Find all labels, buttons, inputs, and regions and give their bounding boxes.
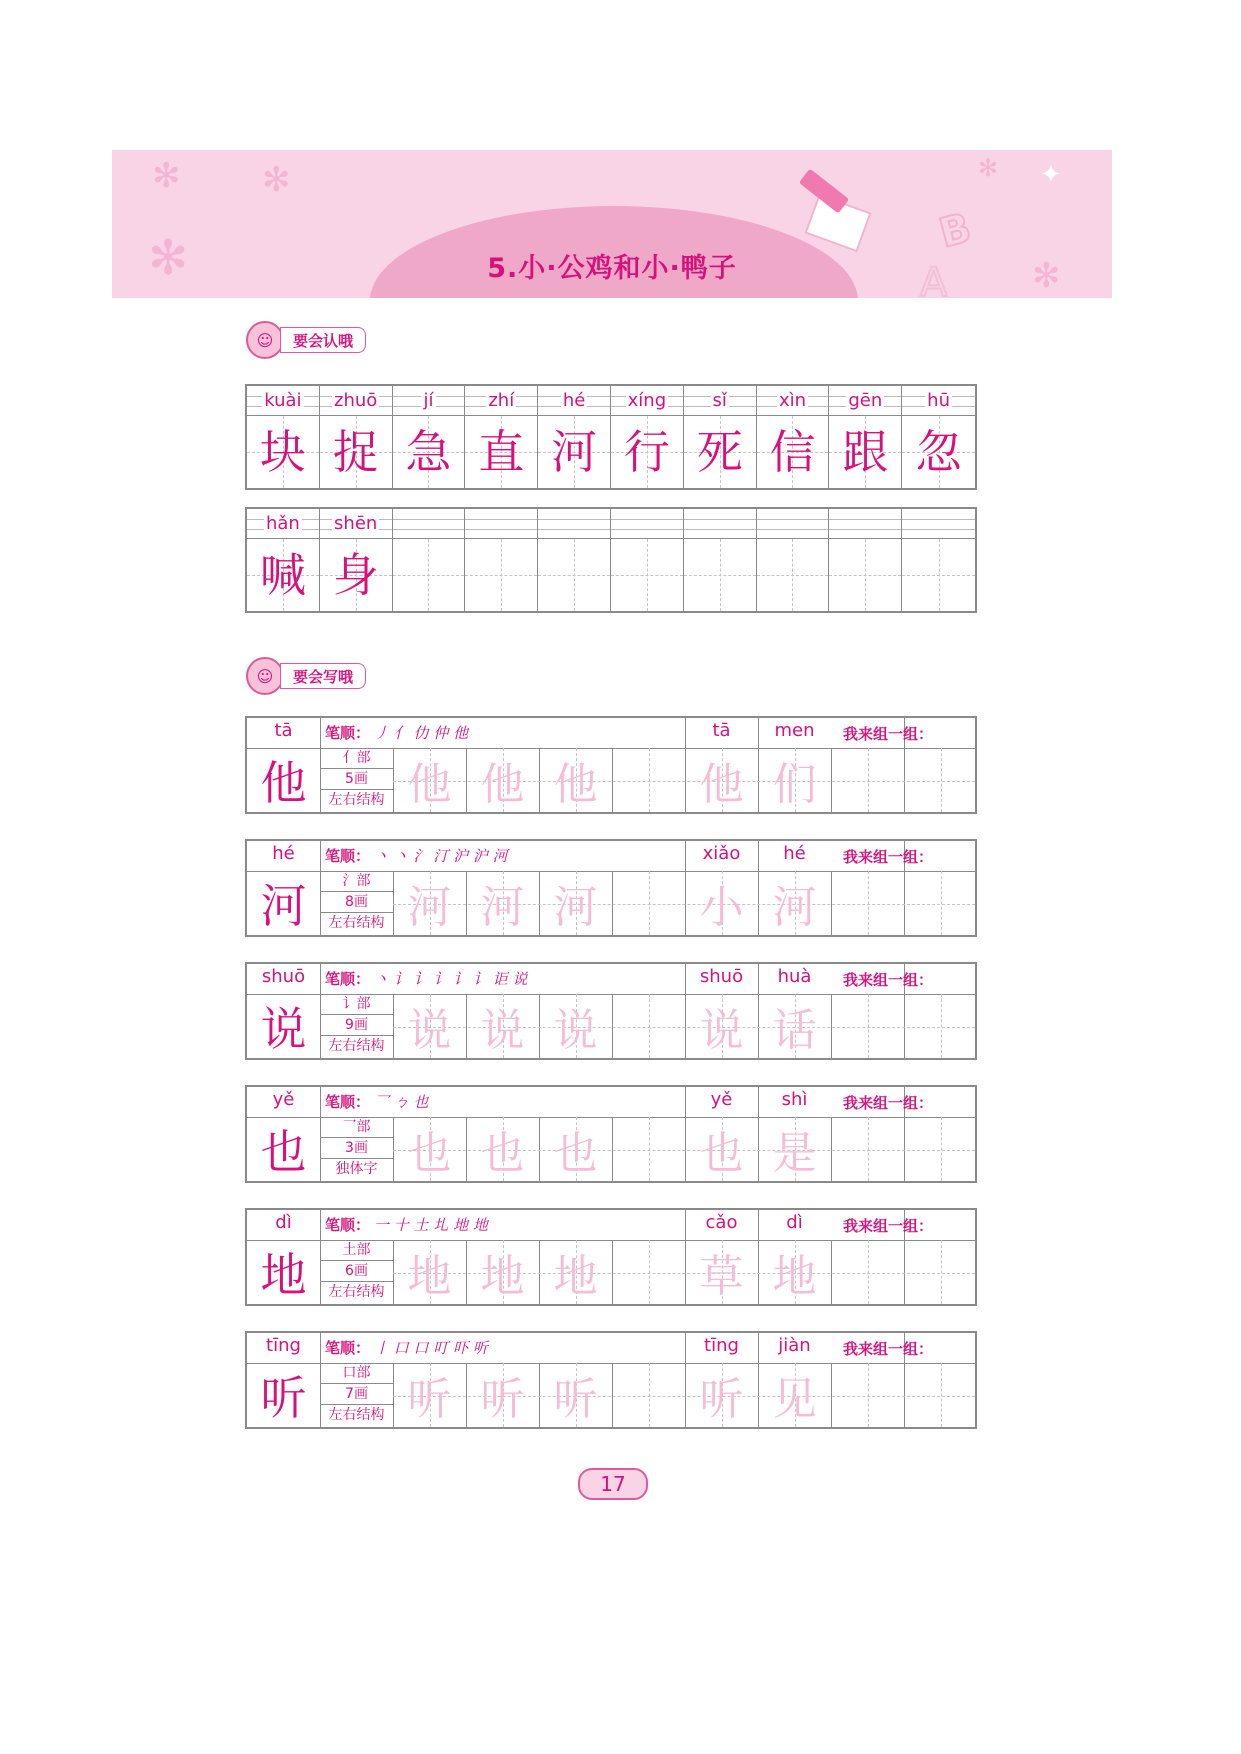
pinyin-text: gēn	[848, 390, 883, 411]
character-radical: 土部	[320, 1240, 393, 1261]
pinyin-box	[320, 386, 392, 416]
letter-b-decoration: B	[934, 204, 976, 258]
write-block	[245, 1085, 977, 1183]
grid-line	[612, 1117, 613, 1181]
hanzi-box	[538, 539, 610, 611]
pinyin-box	[684, 509, 756, 539]
page-title: 5.小·公鸡和小·鸭子	[487, 253, 737, 284]
sparkle-icon: ✦	[1040, 160, 1062, 190]
trace-word-character: 听	[699, 1374, 744, 1425]
hanzi-char: 信	[769, 425, 816, 479]
hanzi-box	[829, 416, 901, 488]
char-cell	[757, 509, 830, 611]
pinyin-box	[393, 386, 465, 416]
character-radical: 氵部	[320, 871, 393, 892]
stroke-sequence: 丶 丶 氵 汀 沪 沪 河	[374, 847, 508, 865]
trace-character: 也	[553, 1128, 598, 1179]
stroke-order-label: 笔顺：	[325, 1339, 371, 1357]
model-character: 说	[260, 1002, 307, 1056]
guide-line	[649, 1240, 650, 1304]
write-block	[245, 839, 977, 937]
char-cell	[902, 386, 975, 488]
hanzi-char: 忽	[915, 425, 962, 479]
pinyin-text: yě	[272, 1089, 295, 1110]
character-count: 8画	[320, 892, 393, 913]
character-structure: 左右结构	[328, 1038, 385, 1054]
pinyin-box	[902, 509, 975, 539]
stroke-order-label: 笔顺：	[325, 724, 371, 742]
model-character: 地	[260, 1248, 307, 1302]
stroke-order-label: 笔顺：	[325, 970, 371, 988]
hanzi-box	[465, 539, 537, 611]
character-info	[320, 994, 393, 1058]
guide-line	[941, 1240, 942, 1304]
read-grid-row-2	[245, 507, 977, 613]
flower-icon: ✻	[1032, 256, 1061, 296]
grid-line	[831, 994, 832, 1058]
word-pinyin-text: tā	[712, 720, 731, 741]
trace-word-character: 他	[699, 759, 744, 810]
stroke-sequence: 丶 讠 讠 讠 讠 讠 讵 说	[374, 970, 528, 988]
pinyin-box	[611, 509, 683, 539]
stroke-sequence: 丨 口 口 叮 吓 听	[374, 1339, 488, 1357]
hanzi-box	[320, 416, 392, 488]
pinyin-box	[538, 509, 610, 539]
hanzi-box	[538, 416, 610, 488]
character-structure: 左右结构	[328, 915, 385, 931]
flower-icon: ✻	[148, 230, 189, 286]
pinyin-text: xìn	[778, 390, 807, 411]
guide-line	[941, 1363, 942, 1427]
character-count: 3画	[320, 1138, 393, 1159]
pinyin-text: zhuō	[334, 390, 378, 411]
grid-line	[612, 748, 613, 812]
trace-character: 听	[407, 1374, 452, 1425]
stroke-order	[325, 722, 468, 743]
pinyin-text: hū	[927, 390, 950, 411]
char-cell	[247, 386, 320, 488]
character-radical: 口部	[320, 1363, 393, 1384]
hanzi-char: 捉	[332, 425, 379, 479]
pinyin-text: kuài	[264, 390, 302, 411]
pinyin-box	[611, 386, 683, 416]
trace-character: 他	[480, 759, 525, 810]
hanzi-char: 河	[551, 425, 598, 479]
trace-character: 也	[407, 1128, 452, 1179]
char-cell	[393, 509, 466, 611]
trace-character: 听	[480, 1374, 525, 1425]
trace-word-character: 小	[699, 882, 744, 933]
character-structure: 左右结构	[328, 792, 385, 808]
pinyin-text: hé	[562, 390, 586, 411]
character-info	[320, 1363, 393, 1427]
character-count: 7画	[320, 1384, 393, 1405]
pinyin-text: sǐ	[712, 390, 727, 411]
hanzi-char: 死	[696, 425, 743, 479]
group-words-label: 我来组一组：	[843, 725, 934, 743]
character-structure: 左右结构	[328, 1407, 385, 1423]
pinyin-text: tīng	[266, 1335, 301, 1356]
grid-line	[831, 1240, 832, 1304]
grid-line	[831, 1117, 832, 1181]
hanzi-char: 块	[259, 425, 306, 479]
trace-word-character: 也	[699, 1128, 744, 1179]
character-info	[320, 1240, 393, 1304]
pinyin-text: jí	[423, 390, 434, 411]
group-words-label: 我来组一组：	[843, 848, 934, 866]
hanzi-char: 跟	[842, 425, 889, 479]
character-structure: 左右结构	[328, 1284, 385, 1300]
word-pinyin-text: xiǎo	[702, 843, 741, 864]
hanzi-box	[393, 539, 465, 611]
pinyin-text: shuō	[261, 966, 306, 987]
character-count: 9画	[320, 1015, 393, 1036]
word-pinyin-text: dì	[786, 1212, 803, 1233]
char-cell	[829, 386, 902, 488]
hanzi-char: 急	[405, 425, 452, 479]
trace-word-character: 们	[772, 759, 817, 810]
trace-character: 听	[553, 1374, 598, 1425]
char-cell	[757, 386, 830, 488]
stroke-order	[325, 845, 508, 866]
section-read-tag	[246, 326, 366, 354]
model-character: 河	[260, 879, 307, 933]
pinyin-box	[320, 509, 392, 539]
hanzi-char: 喊	[259, 548, 306, 602]
title-banner	[112, 150, 1112, 298]
hanzi-box	[393, 416, 465, 488]
trace-character: 河	[407, 882, 452, 933]
hanzi-box	[247, 539, 319, 611]
stroke-order-label: 笔顺：	[325, 1093, 371, 1111]
pinyin-box	[902, 386, 975, 416]
stroke-order-label: 笔顺：	[325, 847, 371, 865]
trace-character: 他	[553, 759, 598, 810]
stroke-order	[325, 968, 527, 989]
grid-line	[831, 748, 832, 812]
group-words-label: 我来组一组：	[843, 1217, 934, 1235]
trace-word-character: 是	[772, 1128, 817, 1179]
grid-line	[831, 871, 832, 935]
grid-line	[831, 1363, 832, 1427]
hanzi-box	[320, 539, 392, 611]
trace-word-character: 话	[772, 1005, 817, 1056]
pinyin-text: xíng	[627, 390, 667, 411]
hanzi-box	[902, 539, 975, 611]
write-block	[245, 962, 977, 1060]
word-pinyin-text: hé	[783, 843, 806, 864]
trace-character: 说	[553, 1005, 598, 1056]
section-write-tag	[246, 662, 366, 690]
guide-line	[941, 994, 942, 1058]
trace-word-character: 见	[772, 1374, 817, 1425]
write-block	[245, 1208, 977, 1306]
trace-character: 地	[480, 1251, 525, 1302]
grid-line	[612, 1240, 613, 1304]
grid-line	[612, 994, 613, 1058]
stroke-order	[325, 1214, 488, 1235]
stroke-order	[325, 1337, 488, 1358]
guide-line	[649, 994, 650, 1058]
flower-icon: ✻	[978, 154, 999, 182]
hanzi-char: 行	[623, 425, 670, 479]
char-cell	[902, 509, 975, 611]
char-cell	[684, 386, 757, 488]
pinyin-text: zhí	[488, 390, 515, 411]
char-cell	[393, 386, 466, 488]
hanzi-box	[465, 416, 537, 488]
hanzi-box	[757, 416, 829, 488]
stroke-sequence: 丿 亻 仂 仲 他	[374, 724, 469, 742]
character-count: 6画	[320, 1261, 393, 1282]
write-block	[245, 1331, 977, 1429]
girl-avatar-icon: ☺	[246, 321, 284, 359]
flower-icon: ✻	[262, 160, 291, 200]
guide-line	[649, 1363, 650, 1427]
guide-line	[868, 1363, 869, 1427]
pinyin-box	[684, 386, 756, 416]
character-count: 5画	[320, 769, 393, 790]
char-cell	[247, 509, 320, 611]
char-cell	[465, 386, 538, 488]
trace-character: 他	[407, 759, 452, 810]
hanzi-box	[684, 539, 756, 611]
word-pinyin-text: shuō	[699, 966, 744, 987]
pinyin-text: dì	[275, 1212, 292, 1233]
char-cell	[611, 509, 684, 611]
character-info	[320, 871, 393, 935]
trace-character: 地	[553, 1251, 598, 1302]
pinyin-box	[247, 509, 319, 539]
group-words-label: 我来组一组：	[843, 1340, 934, 1358]
char-cell	[829, 509, 902, 611]
pinyin-text: tā	[274, 720, 293, 741]
character-info	[320, 1117, 393, 1181]
letter-a-decoration: A	[920, 260, 948, 298]
hanzi-box	[902, 416, 975, 488]
char-cell	[320, 386, 393, 488]
flower-icon: ✻	[152, 156, 181, 196]
char-cell	[320, 509, 393, 611]
trace-character: 也	[480, 1128, 525, 1179]
guide-line	[868, 1117, 869, 1181]
pinyin-box	[393, 509, 465, 539]
pinyin-box	[757, 509, 829, 539]
pinyin-box	[829, 509, 901, 539]
trace-character: 说	[480, 1005, 525, 1056]
word-pinyin-text: men	[774, 720, 815, 741]
trace-word-character: 河	[772, 882, 817, 933]
char-cell	[538, 509, 611, 611]
hanzi-char: 身	[332, 548, 379, 602]
hanzi-box	[684, 416, 756, 488]
char-cell	[684, 509, 757, 611]
word-pinyin-text: cǎo	[705, 1212, 738, 1233]
word-pinyin-text: shì	[781, 1089, 808, 1110]
pinyin-box	[538, 386, 610, 416]
hanzi-box	[611, 416, 683, 488]
trace-character: 河	[553, 882, 598, 933]
section-read-label: 要会认哦	[280, 327, 366, 353]
section-write-label: 要会写哦	[280, 663, 366, 689]
trace-word-character: 地	[772, 1251, 817, 1302]
model-character: 也	[260, 1125, 307, 1179]
guide-line	[868, 1240, 869, 1304]
char-cell	[538, 386, 611, 488]
model-character: 他	[260, 756, 307, 810]
stroke-sequence: 一 十 土 圠 地 地	[374, 1216, 488, 1234]
stroke-order-label: 笔顺：	[325, 1216, 371, 1234]
stroke-order	[325, 1091, 429, 1112]
char-cell	[611, 386, 684, 488]
trace-character: 河	[480, 882, 525, 933]
hanzi-box	[829, 539, 901, 611]
guide-line	[868, 748, 869, 812]
group-words-label: 我来组一组：	[843, 1094, 934, 1112]
guide-line	[649, 1117, 650, 1181]
trace-word-character: 说	[699, 1005, 744, 1056]
char-cell	[465, 509, 538, 611]
guide-line	[868, 994, 869, 1058]
character-info	[320, 748, 393, 812]
page-number: 17	[578, 1468, 648, 1500]
trace-character: 地	[407, 1251, 452, 1302]
guide-line	[941, 1117, 942, 1181]
group-words-label: 我来组一组：	[843, 971, 934, 989]
guide-line	[649, 748, 650, 812]
write-block	[245, 716, 977, 814]
pinyin-box	[465, 509, 537, 539]
stroke-sequence: 乛 ㄅ 也	[374, 1093, 429, 1111]
character-radical: 讠部	[320, 994, 393, 1015]
grid-line	[612, 1363, 613, 1427]
hanzi-box	[611, 539, 683, 611]
hanzi-box	[247, 416, 319, 488]
word-pinyin-text: huà	[777, 966, 812, 987]
guide-line	[649, 871, 650, 935]
trace-word-character: 草	[699, 1251, 744, 1302]
guide-line	[868, 871, 869, 935]
girl-avatar-icon: ☺	[246, 657, 284, 695]
pinyin-text: hǎn	[265, 513, 300, 534]
hanzi-char: 直	[478, 425, 525, 479]
guide-line	[941, 748, 942, 812]
read-grid-row-1	[245, 384, 977, 490]
pinyin-box	[465, 386, 537, 416]
character-radical: 亻部	[320, 748, 393, 769]
hanzi-box	[757, 539, 829, 611]
character-radical: 乛部	[320, 1117, 393, 1138]
pinyin-box	[247, 386, 319, 416]
word-pinyin-text: yě	[710, 1089, 733, 1110]
pinyin-text: hé	[272, 843, 295, 864]
model-character: 听	[260, 1371, 307, 1425]
pinyin-text: shēn	[334, 513, 378, 534]
guide-line	[941, 871, 942, 935]
word-pinyin-text: jiàn	[778, 1335, 811, 1356]
word-pinyin-text: tīng	[704, 1335, 739, 1356]
pinyin-box	[757, 386, 829, 416]
trace-character: 说	[407, 1005, 452, 1056]
grid-line	[612, 871, 613, 935]
character-structure: 独体字	[335, 1161, 378, 1177]
pinyin-box	[829, 386, 901, 416]
